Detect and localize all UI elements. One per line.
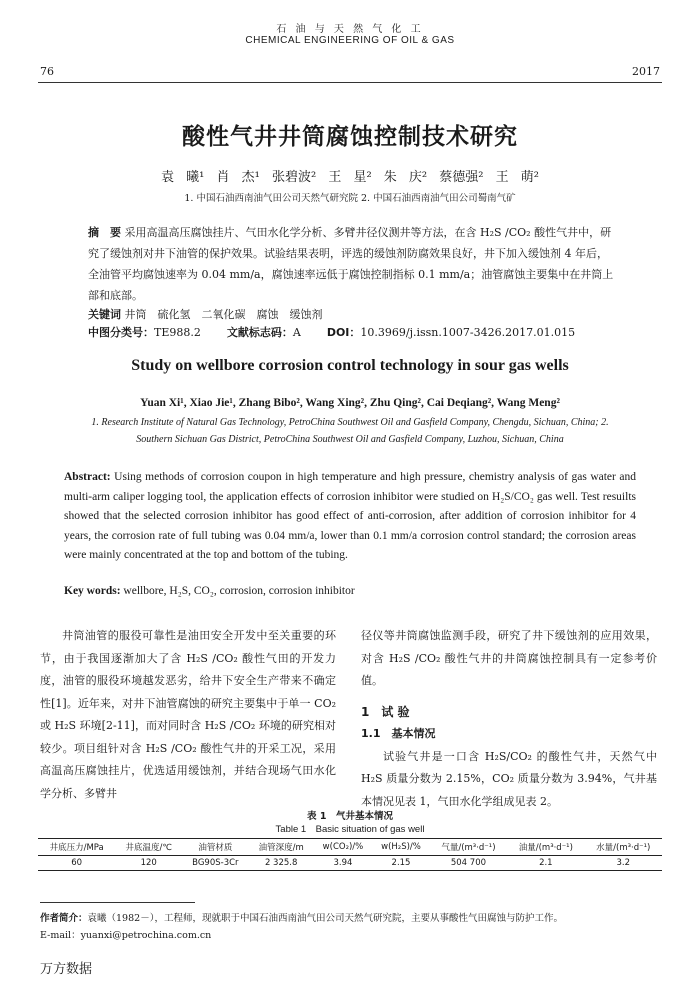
doi-label: DOI： (326, 326, 361, 339)
watermark: 万方数据 (40, 962, 93, 977)
doc-label: 文献标志码： (226, 326, 293, 339)
table-header-cell: 油量/(m³·d⁻¹) (518, 843, 573, 853)
table-header-cell: 井底压力/MPa (49, 843, 104, 853)
header-rule (38, 82, 662, 83)
authors-en: Yuan Xi¹, Xiao Jie¹, Zhang Bibo², Wang Xing², Zhu Qing², Cai Deqiang², Wang Meng² (140, 397, 560, 409)
table-header-cell: w(H₂S)/% (381, 842, 421, 852)
table-cell: 2.1 (539, 858, 553, 868)
body-column-left (40, 625, 336, 805)
doc-value: A (292, 326, 301, 339)
footnote-label: 作者简介： (40, 913, 88, 924)
abstract-cn-text: 采用高温高压腐蚀挂片、气田水化学分析、多臂井径仪测井等方法，在含 H₂S /CO₂ 酸性气井中，研究了缓蚀剂对井下油管的保护效果。试验结果表明，评选的缓蚀剂防腐效果良好，井下加入缓蚀剂 4 年后，全油管平均腐蚀速率为 0.04 mm/a，腐蚀速率远低于腐蚀控制指标 0.1 mm/a；油管腐蚀主要集中在井筒上部和底部。 (88, 226, 614, 302)
publication-year: 2017 (632, 65, 660, 78)
table-header-cell: w(CO₂)/% (322, 842, 364, 852)
keywords-en (64, 585, 636, 597)
abstract-en (64, 468, 636, 566)
author-email: E-mail：yuanxi@petrochina.com.cn (40, 930, 212, 941)
table-caption-en: Table 1 Basic situation of gas well (275, 824, 425, 835)
clc-label: 中图分类号： (88, 326, 154, 339)
table-cell: 2 325.8 (264, 858, 298, 868)
keywords-en-label: Key words: (64, 585, 121, 597)
table-caption-cn: 表 1 气井基本情况 (307, 811, 393, 822)
affiliations-cn: 1. 中国石油西南油气田公司天然气研究院 2. 中国石油西南油气田公司蜀南气矿 (184, 193, 516, 204)
footnote-rule (40, 902, 195, 903)
table-cell: 120 (140, 858, 157, 868)
keywords-cn-label: 关键词 (88, 308, 121, 321)
table-row (38, 856, 662, 871)
clc-code (88, 322, 201, 343)
footnote-text: 袁曦（1982－），工程师，现就职于中国石油西南油气田公司天然气研究院，主要从事酸性气田腐蚀与防护工作。 (87, 913, 563, 924)
author-bio (40, 910, 660, 927)
journal-name-en: CHEMICAL ENGINEERING OF OIL & GAS (245, 35, 455, 46)
paper-title-en: Study on wellbore corrosion control technology in sour gas wells (131, 357, 569, 374)
classification-line (88, 322, 618, 343)
table-header-cell: 井底温度/℃ (125, 843, 172, 853)
keywords-cn-text: 井筒 硫化氢 二氧化碳 腐蚀 缓蚀剂 (124, 308, 323, 321)
abstract-en-label: Abstract: (64, 471, 111, 483)
table-header-cell: 水量/(m³·d⁻¹) (596, 843, 651, 853)
table-cell: BG90S-3Cr (192, 858, 239, 868)
section-heading: 1 试 验 (361, 704, 410, 719)
intro-paragraph-continued: 径仪等井筒腐蚀监测手段，研究了井下缓蚀剂的应用效果，对含 H₂S /CO₂ 酸性气井的井筒腐蚀控制具有一定参考价值。 (361, 629, 657, 687)
experiment-paragraph: 试验气井是一口含 H₂S/CO₂ 的酸性气井，天然气中 H₂S 质量分数为 2.15%，CO₂ 质量分数为 3.94%，气井基本情况见表 1，气田水化学组成见表 2。 (361, 749, 657, 808)
doi-value: 10.3969/j.issn.1007-3426.2017.01.015 (360, 326, 576, 339)
journal-name-cn: 石 油 与 天 然 气 化 工 (276, 24, 424, 35)
table-cell: 3.94 (333, 858, 353, 868)
table-header-cell: 油管深度/m (258, 843, 304, 853)
abstract-cn-label: 摘 要 (88, 226, 121, 239)
page-number: 76 (40, 65, 54, 78)
doi (327, 322, 575, 343)
paper-title-cn: 酸性气井井筒腐蚀控制技术研究 (182, 124, 518, 150)
table-header-cell: 气量/(m³·d⁻¹) (441, 843, 496, 853)
table-cell: 60 (71, 858, 83, 868)
keywords-en-text: wellbore, H₂S, CO₂, corrosion, corrosion inhibitor (123, 585, 355, 597)
table-cell: 504 700 (450, 858, 487, 868)
authors-cn: 袁 曦¹ 肖 杰¹ 张碧波² 王 星² 朱 庆² 蔡德强² 王 萌² (161, 170, 539, 185)
abstract-en-text: Using methods of corrosion coupon in high temperature and high pressure, chemistry analysis of gas water and multi-arm caliper logging tool, the application effects of corrosion inhibitor were studied on H₂S/CO₂ gas well. Test resuilts showed that the selected corrosion inhibitor has good effect of anti-corrosion, after addition of corrosion inhibitor for 4 years, the corrosion rate of full tubing was 0.04 mm/a, lower than 0.1 mm/a corrosion control standard; the corrosion areas were mainly concentrated at the top and bottom of the tubing. (64, 471, 637, 561)
affiliations-en: 1. Research Institute of Natural Gas Technology, PetroChina Southwest Oil and Gasfield Company, Chengdu, Sichuan, China; 2. Southern Sichuan Gas District, PetroChina Southwest Oil and Gasfield Company, Luzhou, Sichuan, China (91, 417, 609, 445)
subsection-heading: 1.1 基本情况 (361, 727, 436, 740)
intro-paragraph: 井筒油管的服役可靠性是油田安全开发中至关重要的环节，由于我国逐渐加大了含 H₂S /CO₂ 酸性气田的开发力度，油管的服役环境越发恶劣，给井下安全生产带来不确定性[1]。近年来，对井下油管腐蚀的研究主要集中于单一 CO₂ 或 H₂S 环境[2-11]，而对同时含 H₂S /CO₂ 环境的研究相对较少。项目组针对含 H₂S /CO₂ 酸性气井的开采工况，采用高温高压腐蚀挂片，优选适用缓蚀剂，并结合现场气田水化学分析、多臂井 (40, 629, 336, 800)
body-column-right (361, 625, 657, 813)
doc-code (227, 322, 301, 343)
clc-value: TE988.2 (154, 326, 201, 339)
table-cell: 3.2 (616, 858, 631, 868)
table-cell: 2.15 (391, 858, 411, 868)
abstract-cn (88, 222, 618, 306)
table-header-row (38, 839, 662, 856)
author-footnote (40, 910, 660, 944)
table-header-cell: 油管材质 (198, 843, 233, 853)
gas-well-table (38, 838, 662, 871)
